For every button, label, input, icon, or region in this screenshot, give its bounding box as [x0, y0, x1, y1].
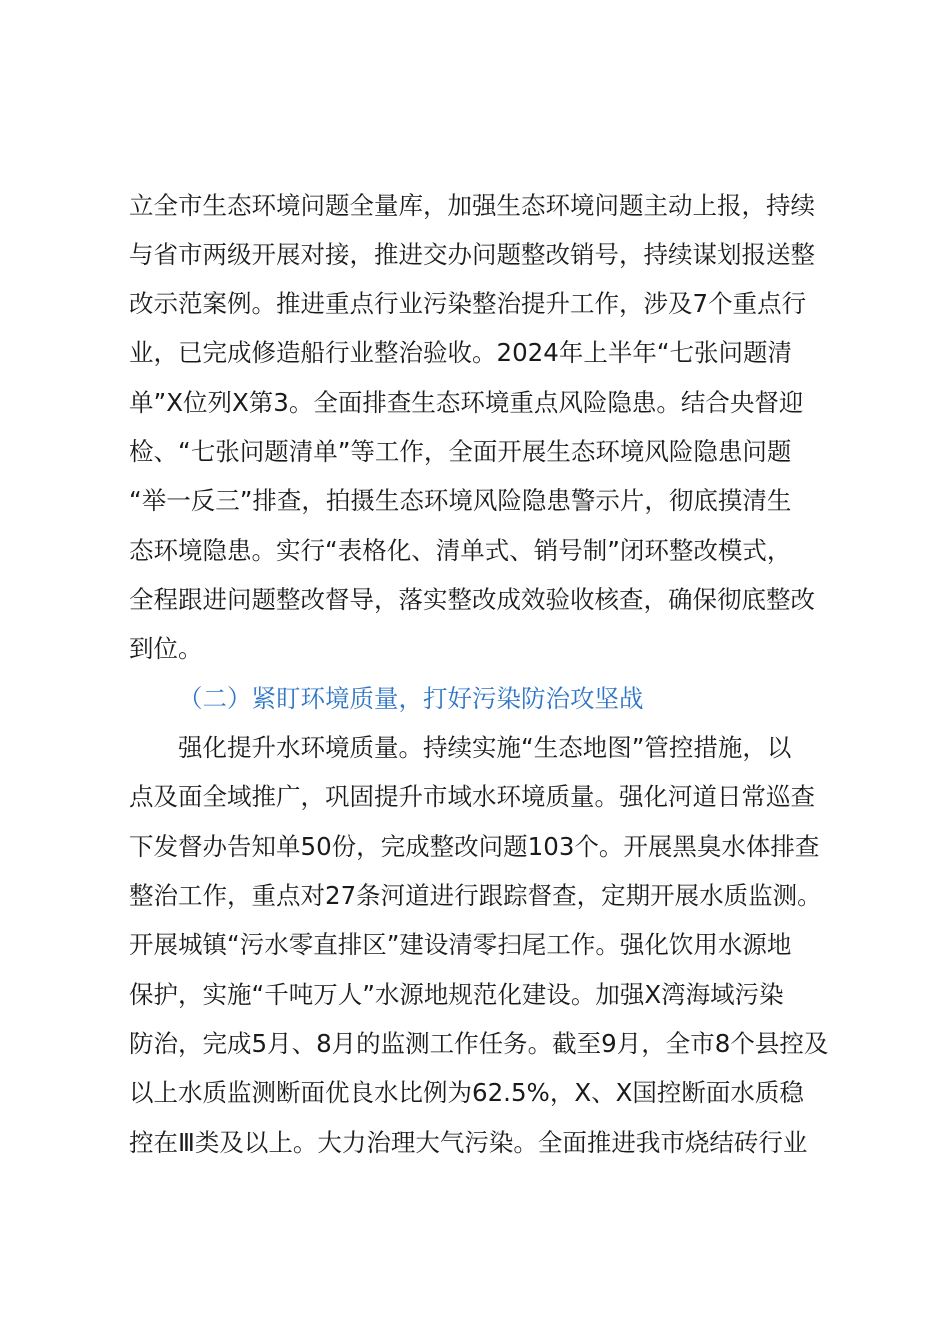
paragraph-line: 防治，完成5月、8月的监测工作任务。截至9月，全市8个县控及 [129, 1029, 829, 1058]
paragraph-line: 立全市生态环境问题全量库，加强生态环境问题主动上报，持续 [129, 191, 815, 220]
paragraph-line: 点及面全域推广，巩固提升市域水环境质量。强化河道日常巡查 [129, 782, 815, 811]
paragraph-line: 到位。 [129, 634, 203, 663]
paragraph-line: 业，已完成修造船行业整治验收。2024年上半年“七张问题清 [129, 338, 793, 367]
paragraph-line: “举一反三”排查，拍摄生态环境风险隐患警示片，彻底摸清生 [129, 486, 792, 515]
paragraph-line: 以上水质监测断面优良水比例为62.5%，X、X国控断面水质稳 [129, 1078, 804, 1107]
paragraph-line: 检、“七张问题清单”等工作，全面开展生态环境风险隐患问题 [129, 437, 792, 466]
section-heading: （二）紧盯环境质量，打好污染防治攻坚战 [178, 684, 644, 713]
paragraph-line: 保护，实施“千吨万人”水源地规范化建设。加强X湾海域污染 [129, 980, 784, 1009]
paragraph-line: 强化提升水环境质量。持续实施“生态地图”管控措施，以 [178, 733, 792, 762]
paragraph-line: 开展城镇“污水零直排区”建设清零扫尾工作。强化饮用水源地 [129, 930, 792, 959]
paragraph-line: 全程跟进问题整改督导，落实整改成效验收核查，确保彻底整改 [129, 585, 815, 614]
paragraph-line: 单”X位列X第3。全面排查生态环境重点风险隐患。结合央督迎 [129, 388, 804, 417]
paragraph-line: 与省市两级开展对接，推进交办问题整改销号，持续谋划报送整 [129, 240, 815, 269]
paragraph-line: 整治工作，重点对27条河道进行跟踪督查，定期开展水质监测。 [129, 881, 822, 910]
paragraph-line: 控在Ⅲ类及以上。大力治理大气污染。全面推进我市烧结砖行业 [129, 1128, 808, 1157]
paragraph-line: 改示范案例。推进重点行业污染整治提升工作，涉及7个重点行 [129, 289, 807, 318]
paragraph-line: 态环境隐患。实行“表格化、清单式、销号制”闭环整改模式， [129, 536, 792, 565]
paragraph-line: 下发督办告知单50份，完成整改问题103个。开展黑臭水体排查 [129, 832, 820, 861]
